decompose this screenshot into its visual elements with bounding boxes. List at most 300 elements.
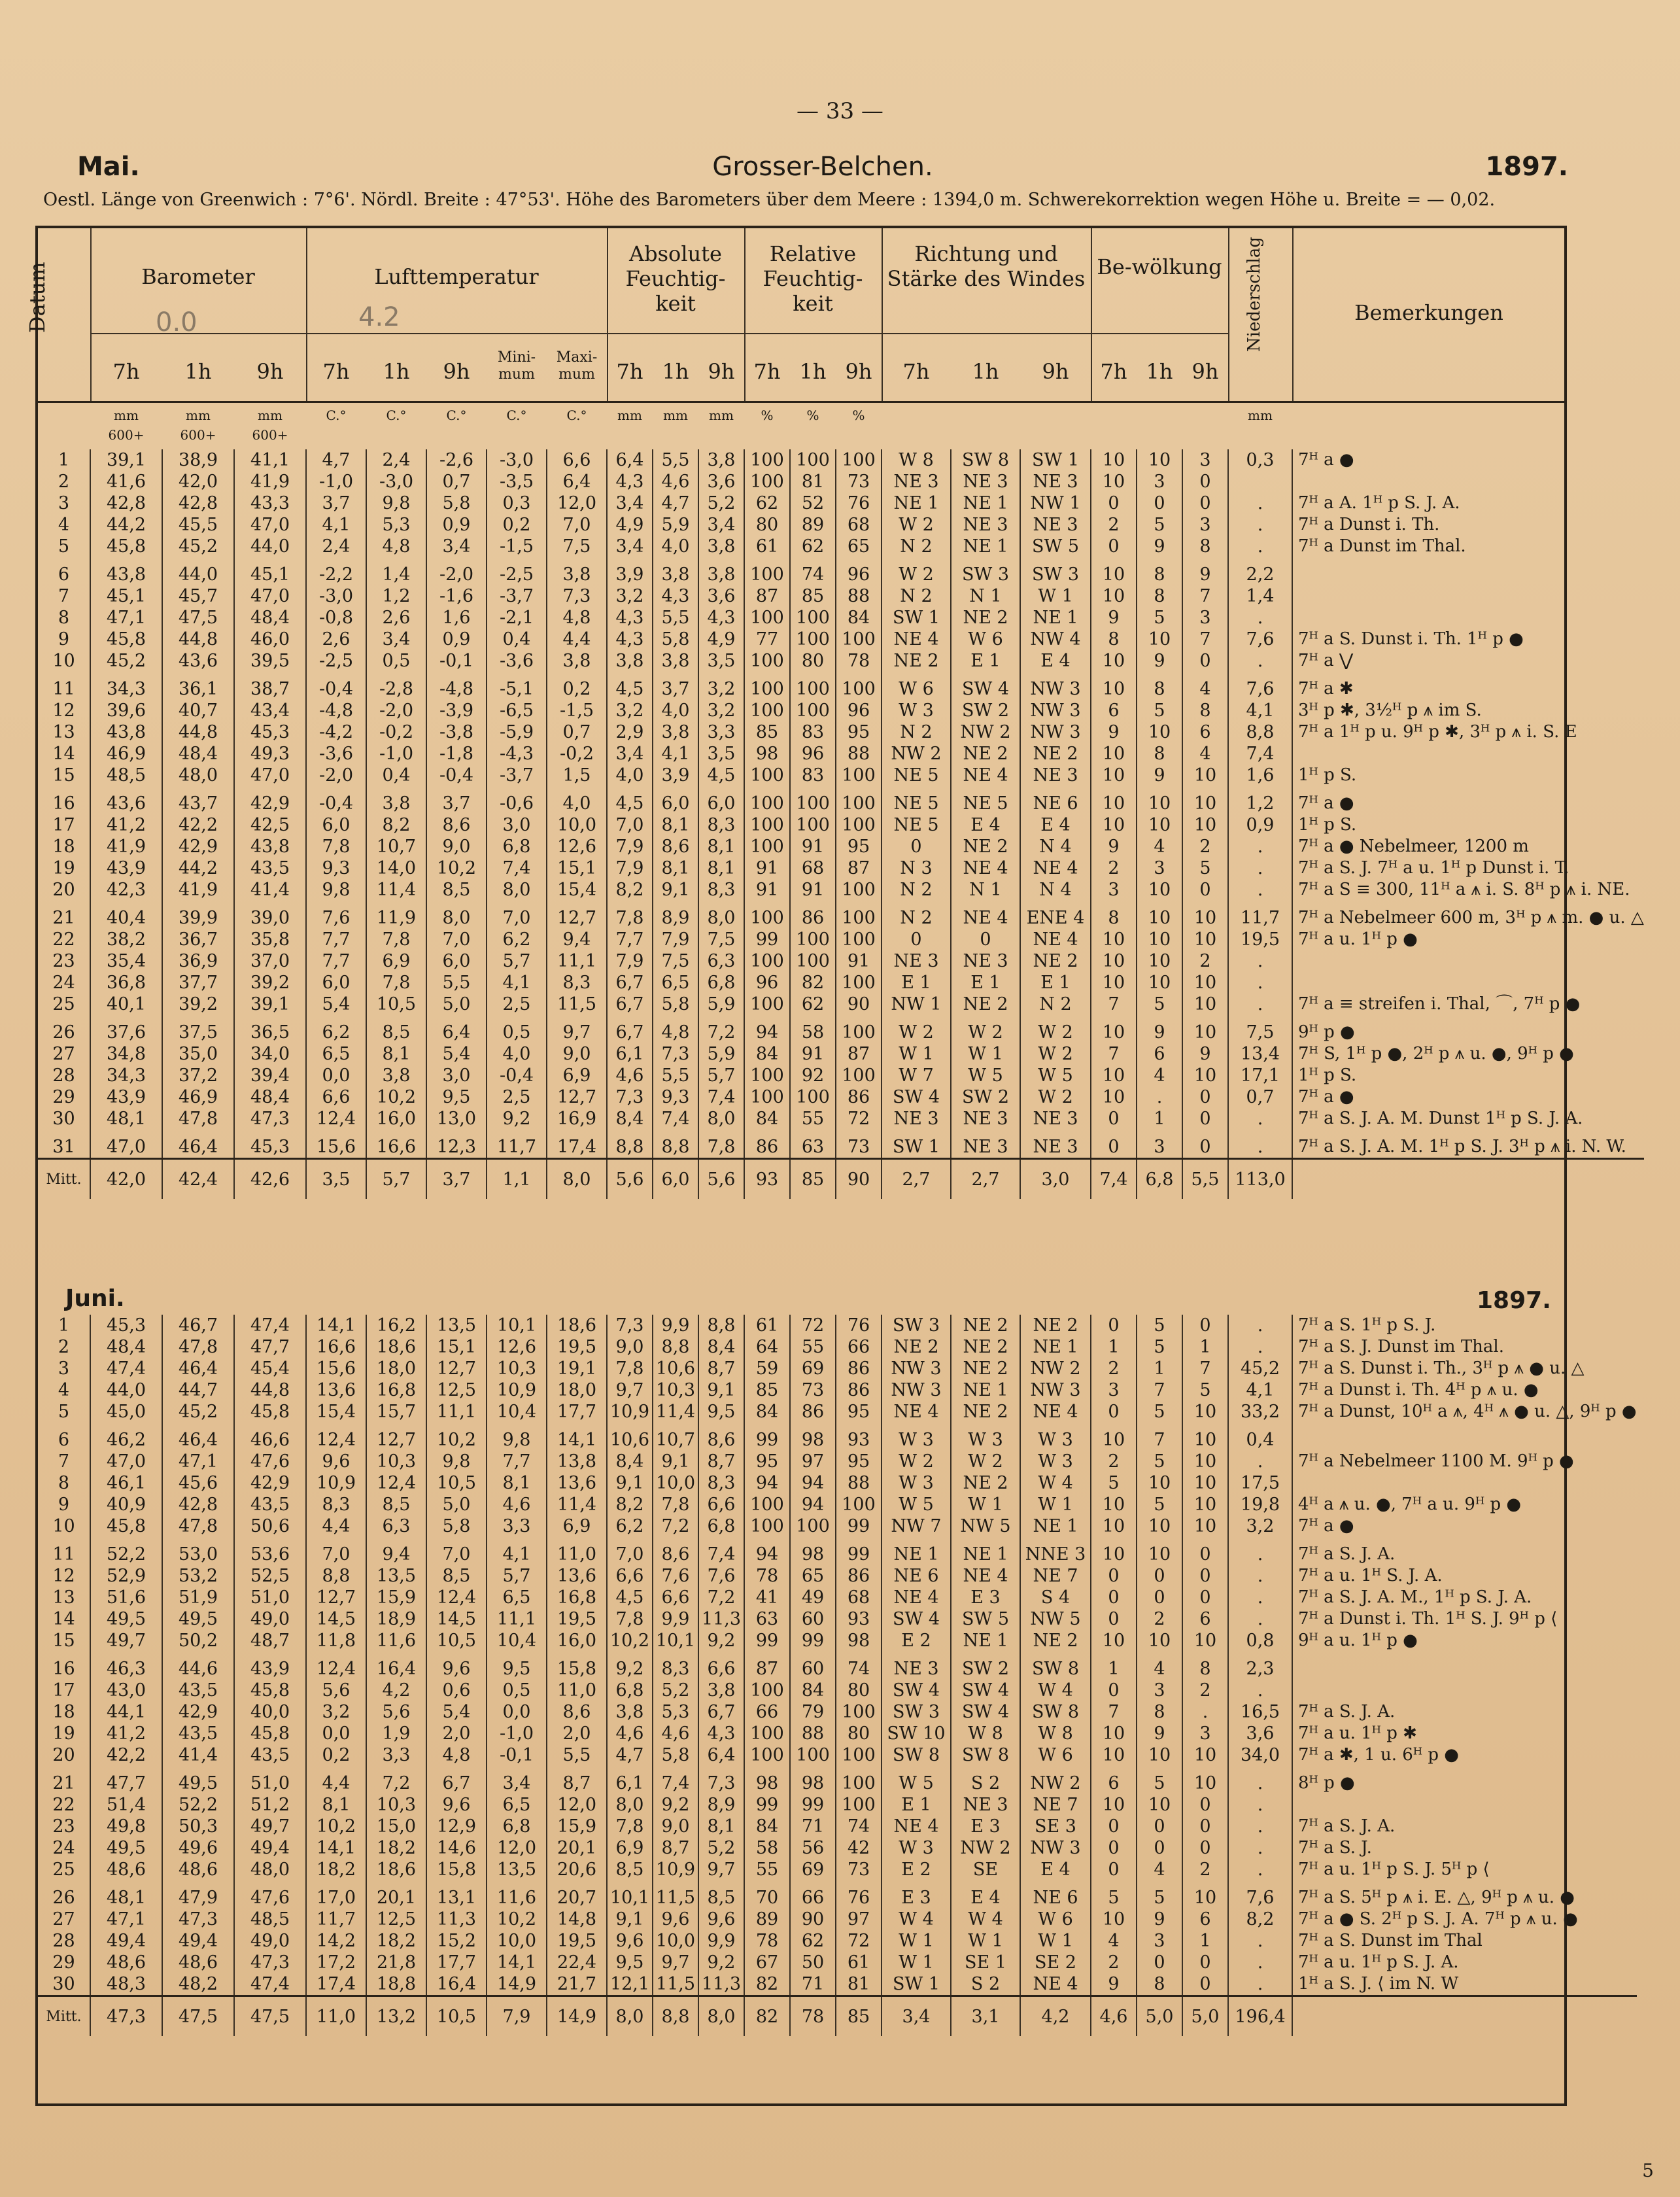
cell-temp-9: 8,6 xyxy=(426,814,487,836)
cell-wind-9: NE 7 xyxy=(1020,1794,1091,1816)
cell-temp-min: -5,1 xyxy=(487,678,547,700)
cell-temp-1: 20,1 xyxy=(366,1887,426,1909)
cell-temp-min: 13,5 xyxy=(487,1859,547,1880)
cell-bemerkungen xyxy=(1292,607,1644,629)
cell-rel-1: 56 xyxy=(790,1837,836,1859)
cell-abs-7: 3,2 xyxy=(607,585,653,607)
cell-baro-7: 42,3 xyxy=(90,879,162,901)
cell-baro-1: 53,2 xyxy=(162,1565,234,1587)
cell-baro-7: 41,2 xyxy=(90,814,162,836)
cell-rel-7: 95 xyxy=(744,1451,790,1472)
cell-rel-9: 90 xyxy=(836,994,882,1015)
cell-temp-1: 18,2 xyxy=(366,1837,426,1859)
cell-niederschlag: 16,5 xyxy=(1228,1701,1292,1723)
cell-bew-1: 4 xyxy=(1137,1859,1182,1880)
cell-abs-7: 4,5 xyxy=(607,793,653,814)
cell-wind-9: W 4 xyxy=(1020,1472,1091,1494)
cell-abs-7: 8,4 xyxy=(607,1108,653,1130)
cell-bew-9: 0 xyxy=(1182,879,1228,901)
cell-baro-9: 49,3 xyxy=(234,743,306,765)
cell-abs-9: 3,8 xyxy=(698,536,744,557)
cell-wind-1: W 1 xyxy=(951,1494,1020,1515)
cell-bemerkungen: 9ᴴ a u. 1ᴴ p ● xyxy=(1292,1630,1637,1652)
cell-bew-1: 10 xyxy=(1137,793,1182,814)
cell-wind-1: NE 2 xyxy=(951,994,1020,1015)
cell-rel-1: 83 xyxy=(790,765,836,786)
cell-wind-1: NE 1 xyxy=(951,1630,1020,1652)
cell-temp-1: 8,5 xyxy=(366,1022,426,1043)
cell-bew-1: 8 xyxy=(1137,564,1182,585)
cell-rel-7: 66 xyxy=(744,1701,790,1723)
cell-wind-9: W 1 xyxy=(1020,585,1091,607)
cell-wind-9: NE 6 xyxy=(1020,1887,1091,1909)
cell-baro-9: 47,7 xyxy=(234,1336,306,1358)
cell-temp-max: 22,4 xyxy=(547,1952,607,1973)
cell-bew-9: 10 xyxy=(1182,1065,1228,1086)
cell-bew-9: 10 xyxy=(1182,1515,1228,1537)
cell-baro-1: 40,7 xyxy=(162,700,234,721)
station-title: Grosser-Belchen. xyxy=(712,152,933,182)
cell-rel-9: 100 xyxy=(836,1022,882,1043)
mean-wind-7: 3,4 xyxy=(882,1996,951,2037)
mean-bemerkungen xyxy=(1292,1996,1637,2037)
cell-temp-7: 10,9 xyxy=(306,1472,366,1494)
cell-rel-1: 50 xyxy=(790,1952,836,1973)
cell-temp-min: 10,4 xyxy=(487,1630,547,1652)
cell-bemerkungen: 7ᴴ a A. 1ᴴ p S. J. A. xyxy=(1292,493,1644,514)
cell-bew-7: 10 xyxy=(1091,564,1137,585)
table-row xyxy=(38,836,1644,857)
cell-bew-7: 0 xyxy=(1091,493,1137,514)
cell-abs-1: 5,8 xyxy=(653,629,698,650)
cell-temp-max: 16,9 xyxy=(547,1108,607,1130)
cell-abs-1: 9,3 xyxy=(653,1086,698,1108)
cell-bew-9: 0 xyxy=(1182,471,1228,493)
cell-wind-7: E 3 xyxy=(882,1887,951,1909)
table-row xyxy=(38,1723,1637,1744)
hdr-wind-7: 7h xyxy=(902,359,930,384)
cell-abs-7: 6,1 xyxy=(607,1043,653,1065)
cell-baro-1: 48,6 xyxy=(162,1952,234,1973)
cell-temp-1: 5,3 xyxy=(366,514,426,536)
cell-rel-7: 94 xyxy=(744,1472,790,1494)
cell-temp-1: 18,8 xyxy=(366,1973,426,1996)
cell-baro-7: 49,7 xyxy=(90,1630,162,1652)
cell-temp-7: 6,0 xyxy=(306,814,366,836)
cell-temp-7: 13,6 xyxy=(306,1379,366,1401)
cell-bew-9: 10 xyxy=(1182,994,1228,1015)
cell-bemerkungen: 7ᴴ a ● xyxy=(1292,1086,1644,1108)
cell-abs-9: 7,6 xyxy=(698,1565,744,1587)
cell-bemerkungen: 7ᴴ a S. J. A. M. Dunst 1ᴴ p S. J. A. xyxy=(1292,1108,1644,1130)
cell-rel-9: 95 xyxy=(836,1401,882,1423)
cell-datum: 5 xyxy=(58,536,70,557)
cell-bemerkungen: 1ᴴ a S. J. ⟨ im N. W xyxy=(1292,1973,1637,1996)
cell-rel-7: 55 xyxy=(744,1859,790,1880)
mean-temp-max: 14,9 xyxy=(547,1996,607,2037)
cell-temp-1: 11,4 xyxy=(366,879,426,901)
cell-niederschlag: 45,2 xyxy=(1228,1358,1292,1379)
cell-abs-1: 9,9 xyxy=(653,1315,698,1336)
cell-temp-9: -1,6 xyxy=(426,585,487,607)
cell-temp-min: 4,0 xyxy=(487,1043,547,1065)
cell-wind-1: NE 2 xyxy=(951,1472,1020,1494)
cell-wind-9: W 5 xyxy=(1020,1065,1091,1086)
cell-bew-9: 10 xyxy=(1182,1630,1228,1652)
table-row xyxy=(38,1022,1644,1043)
cell-abs-9: 3,5 xyxy=(698,743,744,765)
cell-temp-1: 12,4 xyxy=(366,1472,426,1494)
cell-bemerkungen: 7ᴴ a Nebelmeer 600 m, 3ᴴ p ⩚ m. ● u. △ xyxy=(1292,907,1644,929)
mean-temp-max: 8,0 xyxy=(547,1159,607,1200)
cell-temp-min: -1,5 xyxy=(487,536,547,557)
cell-bew-7: 10 xyxy=(1091,929,1137,950)
cell-bew-7: 10 xyxy=(1091,1723,1137,1744)
cell-bew-9: 3 xyxy=(1182,1723,1228,1744)
cell-rel-1: 86 xyxy=(790,907,836,929)
cell-wind-1: SW 2 xyxy=(951,700,1020,721)
cell-temp-1: 8,1 xyxy=(366,1043,426,1065)
cell-baro-9: 45,8 xyxy=(234,1723,306,1744)
cell-wind-1: NW 2 xyxy=(951,721,1020,743)
cell-temp-max: 8,3 xyxy=(547,972,607,994)
mean-temp-9: 3,7 xyxy=(426,1159,487,1200)
cell-wind-1: E 1 xyxy=(951,972,1020,994)
cell-wind-1: 0 xyxy=(951,929,1020,950)
cell-datum: 17 xyxy=(52,1680,75,1701)
cell-baro-1: 42,2 xyxy=(162,814,234,836)
cell-temp-max: 6,9 xyxy=(547,1515,607,1537)
cell-baro-7: 49,5 xyxy=(90,1608,162,1630)
cell-wind-1: W 2 xyxy=(951,1022,1020,1043)
cell-baro-7: 41,2 xyxy=(90,1723,162,1744)
cell-wind-9: NE 1 xyxy=(1020,1336,1091,1358)
cell-rel-9: 73 xyxy=(836,471,882,493)
cell-datum: 25 xyxy=(52,994,75,1014)
cell-bew-7: 0 xyxy=(1091,1680,1137,1701)
cell-temp-max: 9,0 xyxy=(547,1043,607,1065)
cell-temp-1: 11,6 xyxy=(366,1630,426,1652)
cell-bew-9: 3 xyxy=(1182,607,1228,629)
cell-abs-9: 9,6 xyxy=(698,1909,744,1930)
table-row xyxy=(38,1544,1637,1565)
year-label: 1897. xyxy=(1485,152,1568,182)
cell-bew-7: 10 xyxy=(1091,972,1137,994)
cell-rel-7: 87 xyxy=(744,585,790,607)
cell-temp-max: 4,8 xyxy=(547,607,607,629)
cell-bew-7: 0 xyxy=(1091,1859,1137,1880)
mean-niederschlag: 196,4 xyxy=(1228,1996,1292,2037)
cell-abs-1: 9,2 xyxy=(653,1794,698,1816)
cell-abs-7: 4,0 xyxy=(607,765,653,786)
cell-temp-1: 12,7 xyxy=(366,1429,426,1451)
cell-baro-7: 36,8 xyxy=(90,972,162,994)
cell-abs-7: 8,0 xyxy=(607,1794,653,1816)
cell-abs-7: 3,8 xyxy=(607,650,653,672)
cell-temp-9: 17,7 xyxy=(426,1952,487,1973)
cell-rel-9: 100 xyxy=(836,765,882,786)
cell-rel-1: 81 xyxy=(790,471,836,493)
cell-temp-1: 18,6 xyxy=(366,1336,426,1358)
units-row: mm mm mm 600+ 600+ 600+ C.° C.° C.° C.° C.° mm mm mm % % % mm xyxy=(108,407,1273,443)
cell-bew-1: 10 xyxy=(1137,1515,1182,1537)
cell-rel-9: 68 xyxy=(836,514,882,536)
cell-baro-7: 48,1 xyxy=(90,1108,162,1130)
cell-rel-7: 82 xyxy=(744,1973,790,1996)
cell-abs-9: 8,9 xyxy=(698,1794,744,1816)
cell-baro-7: 35,4 xyxy=(90,950,162,972)
cell-baro-9: 49,7 xyxy=(234,1816,306,1837)
cell-temp-1: 2,6 xyxy=(366,607,426,629)
cell-niederschlag: . xyxy=(1228,1565,1292,1587)
cell-rel-7: 100 xyxy=(744,449,790,471)
mean-temp-7: 3,5 xyxy=(306,1159,366,1200)
cell-wind-9: NE 6 xyxy=(1020,793,1091,814)
cell-rel-1: 88 xyxy=(790,1723,836,1744)
cell-rel-1: 99 xyxy=(790,1794,836,1816)
cell-bemerkungen: 7ᴴ a ≡ streifen i. Thal, ⌒, 7ᴴ p ● xyxy=(1292,994,1644,1015)
cell-temp-1: 16,2 xyxy=(366,1315,426,1336)
cell-rel-7: 84 xyxy=(744,1043,790,1065)
cell-wind-7: SW 3 xyxy=(882,1701,951,1723)
cell-rel-9: 74 xyxy=(836,1816,882,1837)
cell-wind-9: NE 3 xyxy=(1020,514,1091,536)
cell-abs-7: 9,2 xyxy=(607,1658,653,1680)
cell-niederschlag: 8,8 xyxy=(1228,721,1292,743)
cell-bemerkungen: 8ᴴ p ● xyxy=(1292,1773,1637,1794)
cell-abs-1: 8,8 xyxy=(653,1336,698,1358)
mean-bew-7: 4,6 xyxy=(1091,1996,1137,2037)
cell-temp-1: 6,9 xyxy=(366,950,426,972)
cell-niederschlag: 1,4 xyxy=(1228,585,1292,607)
cell-abs-7: 8,2 xyxy=(607,879,653,901)
station-coordinates: Oestl. Länge von Greenwich : 7°6'. Nördl. Breite : 47°53'. Höhe des Barometers über dem Meere : 1394,0 m. Schwerekorrektion wegen Höhe u. Breite = — 0,02. xyxy=(43,190,1496,210)
cell-abs-1: 11,4 xyxy=(653,1401,698,1423)
cell-baro-7: 49,8 xyxy=(90,1816,162,1837)
cell-wind-1: NE 1 xyxy=(951,1544,1020,1565)
header-wind: Richtung und Stärke des Windes xyxy=(887,241,1086,291)
cell-datum: 21 xyxy=(52,1773,75,1793)
cell-bew-1: 5 xyxy=(1137,1887,1182,1909)
table-row xyxy=(38,1630,1637,1652)
cell-bew-9: 10 xyxy=(1182,1744,1228,1766)
cell-temp-9: 9,5 xyxy=(426,1086,487,1108)
cell-abs-7: 2,9 xyxy=(607,721,653,743)
cell-abs-1: 6,6 xyxy=(653,1587,698,1608)
cell-bew-7: 0 xyxy=(1091,1315,1137,1336)
cell-rel-1: 55 xyxy=(790,1336,836,1358)
cell-baro-1: 48,6 xyxy=(162,1859,234,1880)
cell-bew-7: 10 xyxy=(1091,950,1137,972)
cell-temp-1: 10,5 xyxy=(366,994,426,1015)
cell-wind-9: NW 3 xyxy=(1020,1379,1091,1401)
cell-temp-1: 15,0 xyxy=(366,1816,426,1837)
cell-baro-9: 43,3 xyxy=(234,493,306,514)
cell-rel-7: 99 xyxy=(744,1630,790,1652)
header-bewoelkung: Be-wölkung xyxy=(1097,254,1222,279)
cell-wind-7: W 5 xyxy=(882,1773,951,1794)
cell-rel-1: 91 xyxy=(790,879,836,901)
cell-abs-1: 7,2 xyxy=(653,1515,698,1537)
cell-bew-7: 0 xyxy=(1091,1837,1137,1859)
cell-abs-7: 4,6 xyxy=(607,1723,653,1744)
cell-temp-7: 9,3 xyxy=(306,857,366,879)
cell-bemerkungen: 7ᴴ a S. J. A. M. 1ᴴ p S. J. 3ᴴ p ⩚ i. N. W. xyxy=(1292,1136,1644,1159)
cell-temp-max: 19,5 xyxy=(547,1336,607,1358)
cell-rel-9: 100 xyxy=(836,907,882,929)
table-row xyxy=(38,1065,1644,1086)
cell-niederschlag: 1,6 xyxy=(1228,765,1292,786)
cell-wind-7: SW 1 xyxy=(882,1136,951,1159)
mean-datum: Mitt. xyxy=(38,1996,90,2037)
cell-abs-9: 8,0 xyxy=(698,1108,744,1130)
cell-niederschlag: . xyxy=(1228,1773,1292,1794)
cell-baro-1: 42,8 xyxy=(162,493,234,514)
cell-rel-9: 86 xyxy=(836,1086,882,1108)
cell-bew-9: 5 xyxy=(1182,1379,1228,1401)
cell-temp-9: 3,4 xyxy=(426,536,487,557)
cell-temp-max: 15,4 xyxy=(547,879,607,901)
header-niederschlag: Niederschlag xyxy=(1244,236,1264,352)
cell-baro-1: 37,7 xyxy=(162,972,234,994)
cell-rel-1: 100 xyxy=(790,678,836,700)
cell-wind-7: NE 4 xyxy=(882,1587,951,1608)
cell-wind-7: NE 1 xyxy=(882,1544,951,1565)
cell-wind-7: E 2 xyxy=(882,1630,951,1652)
cell-rel-1: 100 xyxy=(790,700,836,721)
cell-abs-7: 6,4 xyxy=(607,449,653,471)
cell-baro-9: 45,3 xyxy=(234,1136,306,1159)
cell-bemerkungen: 7ᴴ a S. 1ᴴ p S. J. xyxy=(1292,1315,1637,1336)
cell-wind-9: NE 1 xyxy=(1020,1515,1091,1537)
cell-temp-max: 16,8 xyxy=(547,1587,607,1608)
year-label-june: 1897. xyxy=(1477,1287,1551,1314)
cell-rel-9: 100 xyxy=(836,814,882,836)
cell-temp-min: 10,3 xyxy=(487,1358,547,1379)
cell-datum: 6 xyxy=(58,564,70,585)
cell-abs-9: 8,1 xyxy=(698,1816,744,1837)
cell-niederschlag: 7,4 xyxy=(1228,743,1292,765)
cell-niederschlag: . xyxy=(1228,536,1292,557)
cell-temp-9: 12,7 xyxy=(426,1358,487,1379)
cell-bew-1: 5 xyxy=(1137,607,1182,629)
cell-abs-1: 8,6 xyxy=(653,1544,698,1565)
cell-baro-9: 46,0 xyxy=(234,629,306,650)
cell-bew-9: 0 xyxy=(1182,1565,1228,1587)
cell-baro-9: 41,1 xyxy=(234,449,306,471)
cell-abs-1: 10,9 xyxy=(653,1859,698,1880)
cell-baro-1: 36,1 xyxy=(162,678,234,700)
cell-baro-7: 45,0 xyxy=(90,1401,162,1423)
cell-rel-9: 78 xyxy=(836,650,882,672)
table-row xyxy=(38,814,1644,836)
cell-rel-7: 100 xyxy=(744,678,790,700)
cell-bemerkungen: 1ᴴ p S. xyxy=(1292,1065,1644,1086)
cell-wind-1: SE xyxy=(951,1859,1020,1880)
cell-baro-7: 45,2 xyxy=(90,650,162,672)
cell-wind-9: NW 2 xyxy=(1020,1773,1091,1794)
cell-niederschlag: . xyxy=(1228,1544,1292,1565)
cell-wind-1: E 3 xyxy=(951,1587,1020,1608)
cell-niederschlag: . xyxy=(1228,1587,1292,1608)
cell-rel-1: 94 xyxy=(790,1494,836,1515)
mean-baro-9: 47,5 xyxy=(234,1996,306,2037)
cell-temp-max: 13,8 xyxy=(547,1451,607,1472)
table-row xyxy=(38,1952,1637,1973)
cell-niederschlag: . xyxy=(1228,1952,1292,1973)
cell-baro-1: 43,5 xyxy=(162,1680,234,1701)
cell-rel-7: 78 xyxy=(744,1565,790,1587)
cell-wind-7: NW 3 xyxy=(882,1358,951,1379)
cell-niederschlag: 0,3 xyxy=(1228,449,1292,471)
cell-datum: 4 xyxy=(58,515,70,535)
cell-temp-9: 0,7 xyxy=(426,471,487,493)
cell-rel-1: 98 xyxy=(790,1773,836,1794)
cell-baro-9: 47,0 xyxy=(234,765,306,786)
cell-temp-min: 10,4 xyxy=(487,1401,547,1423)
cell-abs-1: 8,9 xyxy=(653,907,698,929)
cell-bew-1: 9 xyxy=(1137,765,1182,786)
cell-rel-7: 100 xyxy=(744,1086,790,1108)
cell-abs-9: 11,3 xyxy=(698,1608,744,1630)
cell-rel-7: 100 xyxy=(744,1515,790,1537)
cell-bemerkungen: 3ᴴ p ✱, 3½ᴴ p ⩚ im S. xyxy=(1292,700,1644,721)
cell-temp-9: 13,1 xyxy=(426,1887,487,1909)
cell-rel-7: 99 xyxy=(744,1429,790,1451)
cell-abs-9: 4,3 xyxy=(698,1723,744,1744)
cell-bew-1: 8 xyxy=(1137,678,1182,700)
cell-temp-9: 5,0 xyxy=(426,1494,487,1515)
cell-baro-9: 35,8 xyxy=(234,929,306,950)
cell-rel-1: 73 xyxy=(790,1379,836,1401)
cell-wind-1: N 1 xyxy=(951,585,1020,607)
cell-baro-7: 42,2 xyxy=(90,1744,162,1766)
table-row xyxy=(38,929,1644,950)
cell-abs-9: 3,4 xyxy=(698,514,744,536)
cell-rel-7: 77 xyxy=(744,629,790,650)
cell-temp-7: 0,0 xyxy=(306,1723,366,1744)
cell-temp-9: 0,9 xyxy=(426,629,487,650)
cell-niederschlag: 33,2 xyxy=(1228,1401,1292,1423)
cell-temp-9: -4,8 xyxy=(426,678,487,700)
cell-abs-1: 4,8 xyxy=(653,1022,698,1043)
cell-abs-7: 7,0 xyxy=(607,1544,653,1565)
hdr-bew-9: 9h xyxy=(1191,359,1219,384)
cell-bew-9: 1 xyxy=(1182,1930,1228,1952)
cell-wind-9: NW 3 xyxy=(1020,1837,1091,1859)
cell-bemerkungen: 1ᴴ p S. xyxy=(1292,765,1644,786)
cell-abs-9: 7,8 xyxy=(698,1136,744,1159)
cell-baro-9: 53,6 xyxy=(234,1544,306,1565)
cell-temp-9: 6,4 xyxy=(426,1022,487,1043)
cell-bew-7: 10 xyxy=(1091,1630,1137,1652)
cell-temp-max: 10,0 xyxy=(547,814,607,836)
cell-bew-9: 10 xyxy=(1182,929,1228,950)
cell-baro-7: 48,3 xyxy=(90,1973,162,1996)
cell-datum: 16 xyxy=(52,1659,75,1679)
cell-bew-1: 6 xyxy=(1137,1043,1182,1065)
cell-baro-7: 52,2 xyxy=(90,1544,162,1565)
cell-wind-7: N 2 xyxy=(882,721,951,743)
footer-number: 5 xyxy=(1642,2160,1654,2181)
cell-baro-9: 49,4 xyxy=(234,1837,306,1859)
cell-wind-9: E 4 xyxy=(1020,1859,1091,1880)
cell-abs-1: 9,6 xyxy=(653,1909,698,1930)
cell-temp-9: 16,4 xyxy=(426,1973,487,1996)
cell-bew-9: 3 xyxy=(1182,514,1228,536)
cell-abs-9: 7,4 xyxy=(698,1544,744,1565)
cell-rel-1: 100 xyxy=(790,1086,836,1108)
